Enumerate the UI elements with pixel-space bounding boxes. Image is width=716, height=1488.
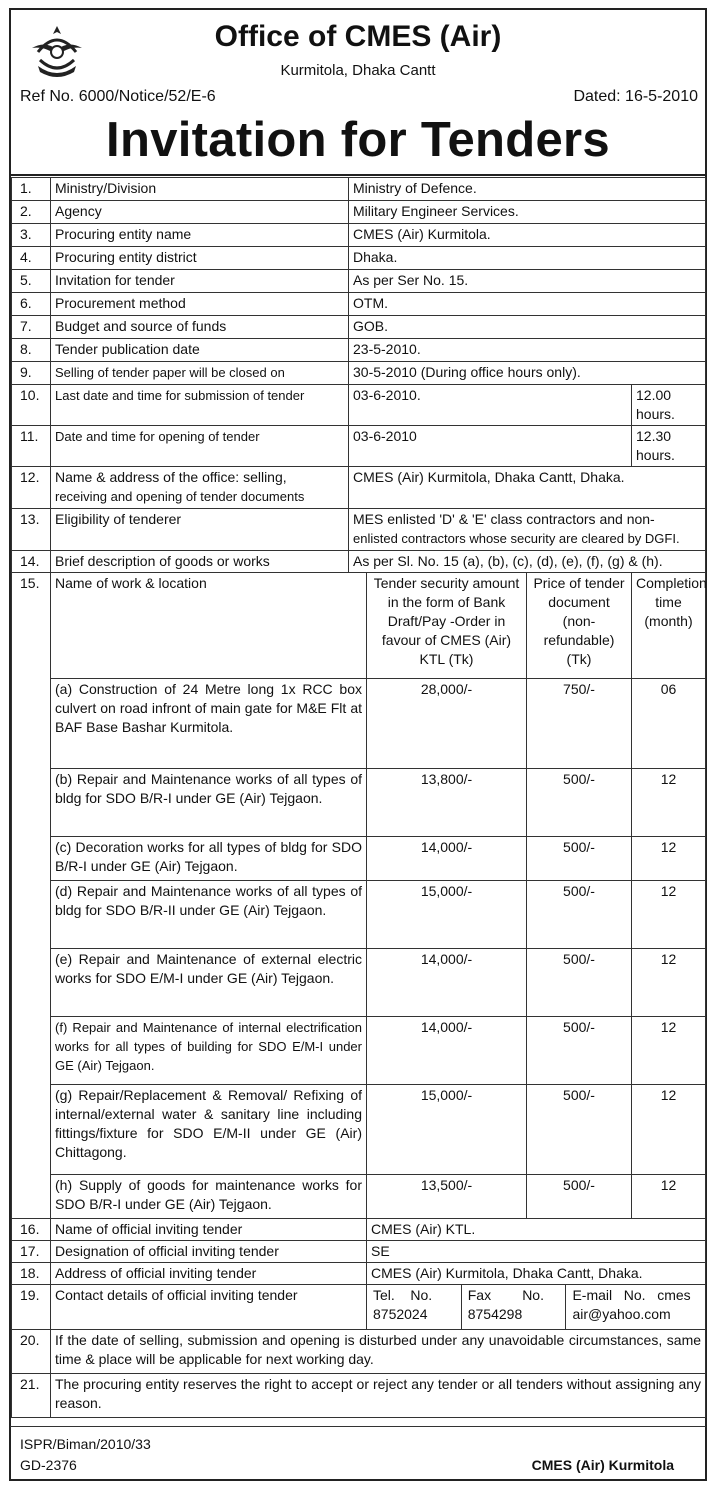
work-security: 15,000/- [367,1085,527,1175]
contact-details [367,1285,706,1330]
work-price: 500/- [527,1175,632,1219]
row-number: 15. [12,573,51,1219]
work-months: 12 [632,949,706,1017]
work-months: 12 [632,1175,706,1219]
row-time: 12.30 hours. [632,426,706,467]
column-header-price: Price of tender document (non-refundable) (Tk) [527,573,632,679]
row-label: Contact details of official inviting tender [51,1285,367,1330]
cell-line: Name & address of the office: selling, [55,469,287,485]
row-label: Procuring entity district [51,247,349,270]
row-number: 5. [12,270,51,293]
cell-line: Tel. No. [373,1287,433,1303]
cell-line: MES enlisted 'D' & 'E' class contractors and non- [353,511,655,527]
work-row [12,679,706,769]
tender-table [11,177,706,1418]
table-row [12,1330,706,1374]
row-label [51,467,349,509]
row-value: 30-5-2010 (During office hours only). [349,362,706,385]
office-title: Office of CMES (Air) [214,20,502,53]
contact-fax [462,1285,567,1329]
row-label: Invitation for tender [51,270,349,293]
work-price: 500/- [527,1085,632,1175]
row-value: SE [367,1241,706,1263]
row-label: Name of work & location [51,573,367,679]
table-row [12,467,706,509]
table-row [12,247,706,270]
work-price: 500/- [527,1017,632,1085]
table-row [12,551,706,573]
row-number: 19. [12,1285,51,1330]
reference-number: Ref No. 6000/Notice/52/E-6 [20,88,216,105]
table-row [12,426,706,467]
work-price: 500/- [527,881,632,949]
ispr-code: ISPR/Biman/2010/33 [20,1436,151,1452]
header-divider [10,174,706,176]
row-value: CMES (Air) Kurmitola, Dhaka Cantt, Dhaka. [349,467,706,509]
work-security: 13,800/- [367,769,527,837]
notice-date: Dated: 16-5-2010 [573,88,698,105]
work-security: 14,000/- [367,949,527,1017]
work-security: 13,500/- [367,1175,527,1219]
work-row [12,949,706,1017]
table-row [12,1263,706,1285]
work-row [12,1085,706,1175]
work-name: (c) Decoration works for all types of bldg for SDO B/R-I under GE (Air) Tejgaon. [51,837,367,881]
table-row [12,1241,706,1263]
row-number: 11. [12,426,51,467]
work-months: 06 [632,679,706,769]
row-label: Name of official inviting tender [51,1219,367,1241]
row-value: GOB. [349,316,706,339]
row-label: Procurement method [51,293,349,316]
row-label: Budget and source of funds [51,316,349,339]
work-name: (b) Repair and Maintenance works of all types of bldg for SDO B/R-I under GE (Air) Tejgaon. [51,769,367,837]
row-number: 4. [12,247,51,270]
row-text: The procuring entity reserves the right to accept or reject any tender or all tenders without assigning any reason. [51,1374,706,1418]
row-value: Military Engineer Services. [349,201,706,224]
table-row [12,201,706,224]
row-value: CMES (Air) Kurmitola. [349,224,706,247]
table-row [12,339,706,362]
row-number: 2. [12,201,51,224]
column-header-security: Tender security amount in the form of Bank Draft/Pay -Order in favour of CMES (Air) KTL (Tk) [367,573,527,679]
row-number: 9. [12,362,51,385]
contact-email [566,1285,705,1329]
row-number: 20. [12,1330,51,1374]
table-row [12,573,706,679]
work-name: (a) Construction of 24 Metre long 1x RCC box culvert on road infront of main gate for M&E Flt at BAF Base Bashar Kurmitola. [51,679,367,769]
row-number: 6. [12,293,51,316]
table-row [12,1285,706,1330]
row-number: 10. [12,385,51,426]
work-security: 15,000/- [367,881,527,949]
row-number: 17. [12,1241,51,1263]
row-value: CMES (Air) KTL. [367,1219,706,1241]
table-row [12,1374,706,1418]
cell-line: enlisted contractors whose security are cleared by DGFI. [353,531,680,546]
cell-line: Fax No. [467,1287,544,1303]
row-number: 7. [12,316,51,339]
row-number: 12. [12,467,51,509]
work-row [12,1175,706,1219]
work-months: 12 [632,881,706,949]
row-value: Ministry of Defence. [349,178,706,201]
work-row [12,1017,706,1085]
row-number: 16. [12,1219,51,1241]
table-row [12,178,706,201]
row-number: 3. [12,224,51,247]
table-row [12,224,706,247]
row-number: 18. [12,1263,51,1285]
row-label: Ministry/Division [51,178,349,201]
row-number: 8. [12,339,51,362]
work-row [12,881,706,949]
contact-grid [367,1285,705,1329]
work-months: 12 [632,837,706,881]
work-price: 500/- [527,837,632,881]
cell-line: receiving and opening of tender documents [55,489,305,504]
gd-code: GD-2376 [20,1457,77,1473]
row-number: 14. [12,551,51,573]
table-row [12,270,706,293]
cell-line: E-mail No. cmes [572,1287,691,1303]
work-name: (f) Repair and Maintenance of internal electrification works for all types of building for SDO E/M-I under GE (Air) Tejgaon. [51,1017,367,1085]
row-value [349,509,706,551]
table-row [12,1219,706,1241]
work-security: 28,000/- [367,679,527,769]
row-label: Agency [51,201,349,224]
row-label: Eligibility of tenderer [51,509,349,551]
table-row [12,385,706,426]
row-value: CMES (Air) Kurmitola, Dhaka Cantt, Dhaka. [367,1263,706,1285]
row-time: 12.00 hours. [632,385,706,426]
page-title: Invitation for Tenders [106,113,610,167]
cell-line: 8752024 [373,1306,428,1322]
row-value: OTM. [349,293,706,316]
work-row [12,837,706,881]
row-label: Selling of tender paper will be closed on [51,362,349,385]
work-months: 12 [632,1017,706,1085]
row-value: 23-5-2010. [349,339,706,362]
work-months: 12 [632,769,706,837]
row-number: 21. [12,1374,51,1418]
row-label: Address of official inviting tender [51,1263,367,1285]
work-name: (g) Repair/Replacement & Removal/ Refixing of internal/external water & sanitary line including fittings/fixture for SDO E/M-II under GE (Air) Chittagong. [51,1085,367,1175]
row-number: 13. [12,509,51,551]
row-label: Last date and time for submission of tender [51,385,349,426]
row-label: Procuring entity name [51,224,349,247]
work-security: 14,000/- [367,837,527,881]
table-row [12,316,706,339]
signature-office: CMES (Air) Kurmitola [531,1457,674,1473]
row-number: 1. [12,178,51,201]
row-label: Brief description of goods or works [51,551,349,573]
work-row [12,769,706,837]
cell-line: air@yahoo.com [572,1306,671,1322]
footer-divider [10,1426,706,1427]
work-price: 750/- [527,679,632,769]
table-row [12,293,706,316]
row-value: As per Sl. No. 15 (a), (b), (c), (d), (e), (f), (g) & (h). [349,551,706,573]
work-name: (d) Repair and Maintenance works of all types of bldg for SDO B/R-II under GE (Air) Tejgaon. [51,881,367,949]
row-label: Designation of official inviting tender [51,1241,367,1263]
row-text: If the date of selling, submission and opening is disturbed under any unavoidable circumstances, same time & place will be applicable for next working day. [51,1330,706,1374]
row-label: Tender publication date [51,339,349,362]
office-location: Kurmitola, Dhaka Cantt [280,62,436,79]
row-date: 03-6-2010 [349,426,632,467]
row-date: 03-6-2010. [349,385,632,426]
work-name: (h) Supply of goods for maintenance works for SDO B/R-I under GE (Air) Tejgaon. [51,1175,367,1219]
work-name: (e) Repair and Maintenance of external electric works for SDO E/M-I under GE (Air) Tejgaon. [51,949,367,1017]
work-months: 12 [632,1085,706,1175]
work-price: 500/- [527,769,632,837]
cell-line: 8754298 [467,1306,523,1322]
row-value: Dhaka. [349,247,706,270]
table-row [12,362,706,385]
row-value: As per Ser No. 15. [349,270,706,293]
work-price: 500/- [527,949,632,1017]
table-row [12,509,706,551]
contact-tel [367,1285,462,1329]
column-header-time: Completion time (month) [632,573,706,679]
row-label: Date and time for opening of tender [51,426,349,467]
work-security: 14,000/- [367,1017,527,1085]
